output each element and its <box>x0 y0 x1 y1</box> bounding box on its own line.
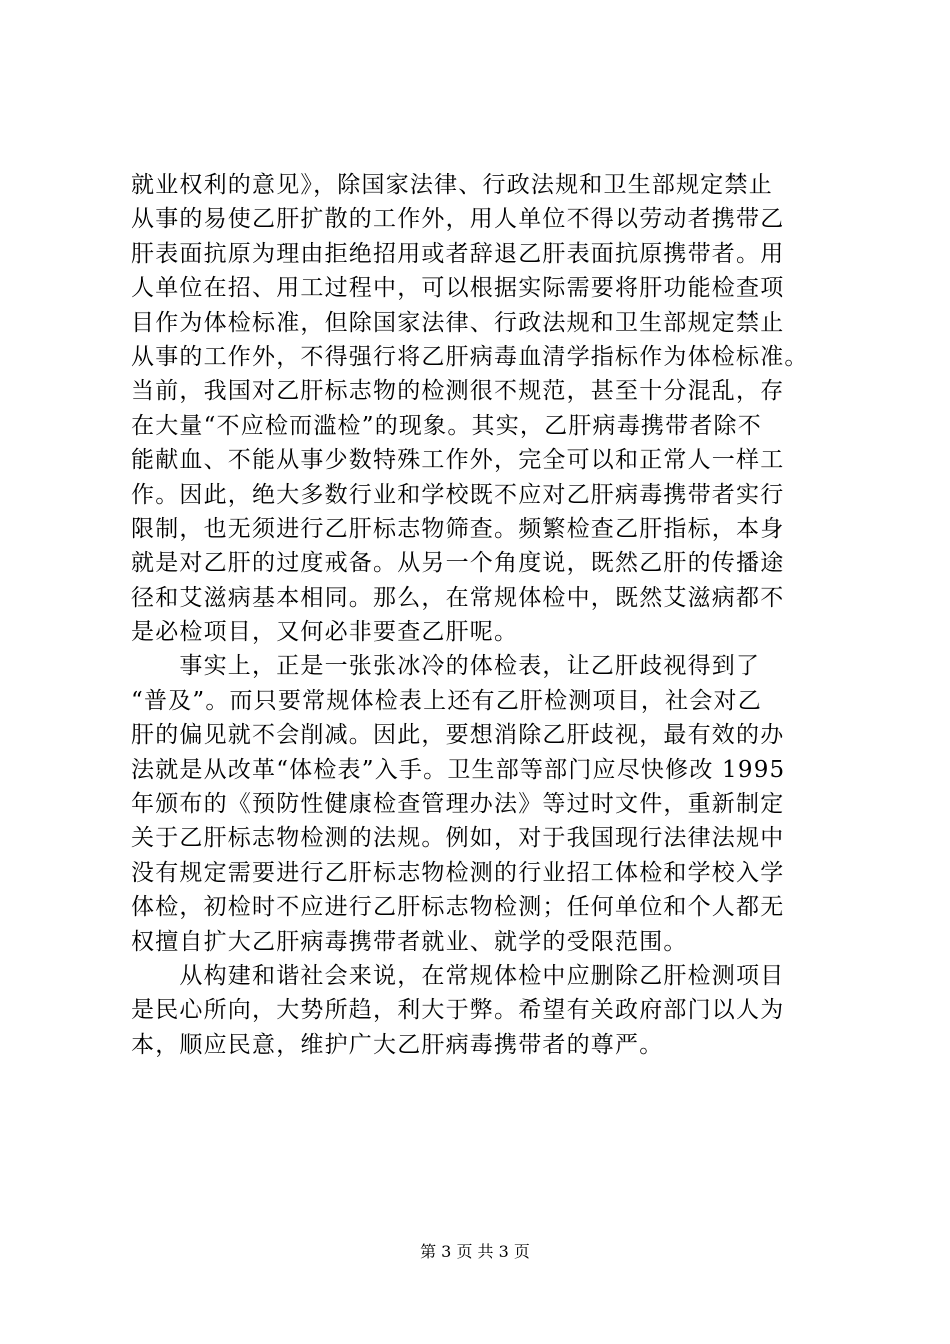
text-line: 没有规定需要进行乙肝标志物检测的行业招工体检和学校入学 <box>131 859 785 886</box>
text-line: 就业权利的意见》，除国家法律、行政法规和卫生部规定禁止 <box>131 172 773 198</box>
text-line: 从构建和谐社会来说，在常规体检中应删除乙肝检测项目 <box>131 962 785 989</box>
text-line: 作。因此，绝大多数行业和学校既不应对乙肝病毒携带者实行 <box>131 481 785 508</box>
text-line: 人单位在招、用工过程中，可以根据实际需要将肝功能检查项 <box>131 275 785 302</box>
text-line: 肝表面抗原为理由拒绝招用或者辞退乙肝表面抗原携带者。用 <box>131 240 785 267</box>
text-line: 关于乙肝标志物检测的法规。例如，对于我国现行法律法规中 <box>131 825 785 852</box>
text-line: 就是对乙肝的过度戒备。从另一个角度说，既然乙肝的传播途 <box>131 550 785 577</box>
page-number-footer: 第 3 页 共 3 页 <box>420 1242 530 1261</box>
text-line: 法就是从改革“体检表”入手。卫生部等部门应尽快修改 1995 <box>131 756 786 783</box>
text-line: 体检，初检时不应进行乙肝标志物检测；任何单位和个人都无 <box>131 894 785 921</box>
text-line: 在大量“不应检而滥检”的现象。其实，乙肝病毒携带者除不 <box>131 412 762 439</box>
text-line: 是必检项目，又何必非要查乙肝呢。 <box>131 619 519 646</box>
text-line: 权擅自扩大乙肝病毒携带者就业、就学的受限范围。 <box>131 928 688 955</box>
text-line: “普及”。而只要常规体检表上还有乙肝检测项目，社会对乙 <box>131 687 762 714</box>
text-line: 从事的易使乙肝扩散的工作外，用人单位不得以劳动者携带乙 <box>131 206 785 233</box>
text-line: 事实上，正是一张张冰冷的体检表，让乙肝歧视得到了 <box>131 653 761 680</box>
text-line: 从事的工作外，不得强行将乙肝病毒血清学指标作为体检标准。 <box>131 343 809 370</box>
text-line: 本，顺应民意，维护广大乙肝病毒携带者的尊严。 <box>131 1031 664 1058</box>
text-line: 是民心所向，大势所趋，利大于弊。希望有关政府部门以人为 <box>131 997 785 1024</box>
text-line: 当前，我国对乙肝标志物的检测很不规范，甚至十分混乱，存 <box>131 378 785 405</box>
text-line: 限制，也无须进行乙肝标志物筛查。频繁检查乙肝指标，本身 <box>131 515 785 542</box>
text-line: 目作为体检标准，但除国家法律、行政法规和卫生部规定禁止 <box>131 309 785 336</box>
text-line: 径和艾滋病基本相同。那么，在常规体检中，既然艾滋病都不 <box>131 584 785 611</box>
text-line: 年颁布的《预防性健康检查管理办法》等过时文件，重新制定 <box>131 791 785 818</box>
text-line: 肝的偏见就不会削减。因此，要想消除乙肝歧视，最有效的办 <box>131 722 785 749</box>
body-text <box>131 168 851 1062</box>
text-line: 能献血、不能从事少数特殊工作外，完全可以和正常人一样工 <box>131 447 785 474</box>
